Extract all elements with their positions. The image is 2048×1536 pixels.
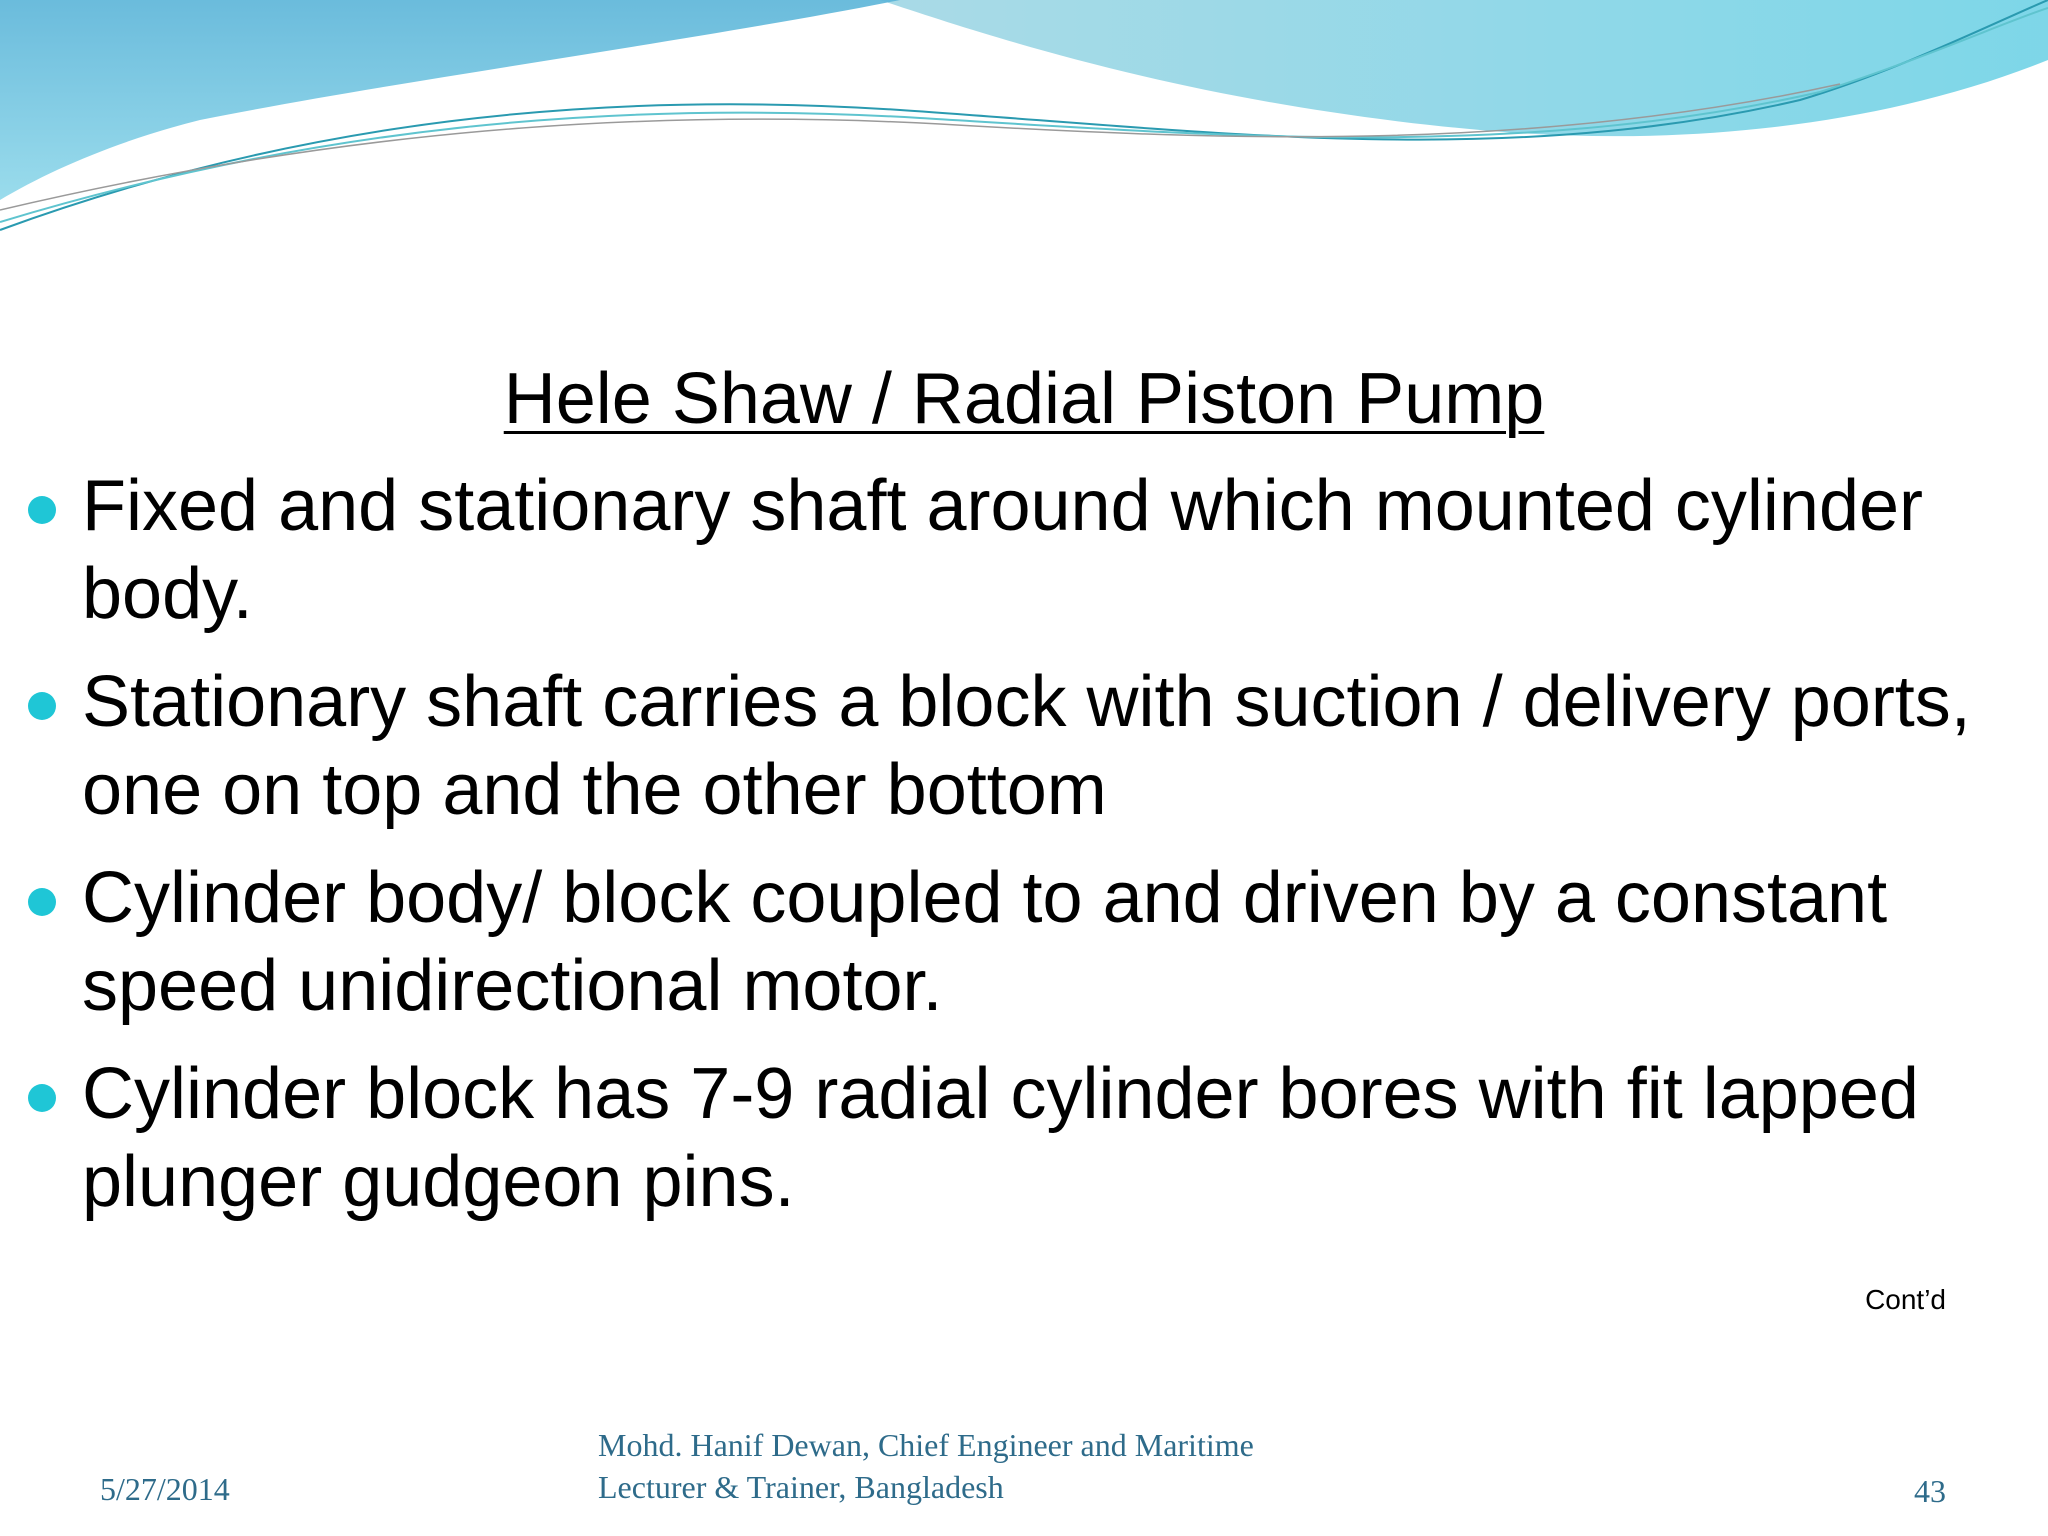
bullet-dot-icon xyxy=(28,1084,56,1112)
bullet-dot-icon xyxy=(28,496,56,524)
footer-date: 5/27/2014 xyxy=(100,1471,230,1507)
bullet-item xyxy=(24,854,2034,1030)
bullet-text: Fixed and stationary shaft around which mounted cylinder body. xyxy=(82,466,1924,634)
slide-title: Hele Shaw / Radial Piston Pump xyxy=(503,359,1545,439)
bullet-item xyxy=(24,1050,2034,1226)
continued-note: Cont’d xyxy=(1865,1284,1946,1315)
page-number: 43 xyxy=(1914,1473,1946,1509)
bullet-dot-icon xyxy=(28,692,56,720)
bullet-item xyxy=(24,462,2034,638)
footer-author-line2: Lecturer & Trainer, Bangladesh xyxy=(598,1469,1004,1505)
bullet-text: Cylinder block has 7-9 radial cylinder bores with fit lapped plunger gudgeon pins. xyxy=(82,1054,1919,1222)
bullet-text: Cylinder body/ block coupled to and driven by a constant speed unidirectional motor. xyxy=(82,858,1888,1026)
header-wave-decoration xyxy=(0,0,2048,240)
bullet-item xyxy=(24,658,2034,834)
footer-author-line1: Mohd. Hanif Dewan, Chief Engineer and Maritime xyxy=(598,1427,1254,1463)
bullet-list xyxy=(24,462,2034,1246)
footer-author xyxy=(598,1424,1254,1508)
bullet-text: Stationary shaft carries a block with suction / delivery ports, one on top and the other bottom xyxy=(82,662,1971,830)
bullet-dot-icon xyxy=(28,888,56,916)
